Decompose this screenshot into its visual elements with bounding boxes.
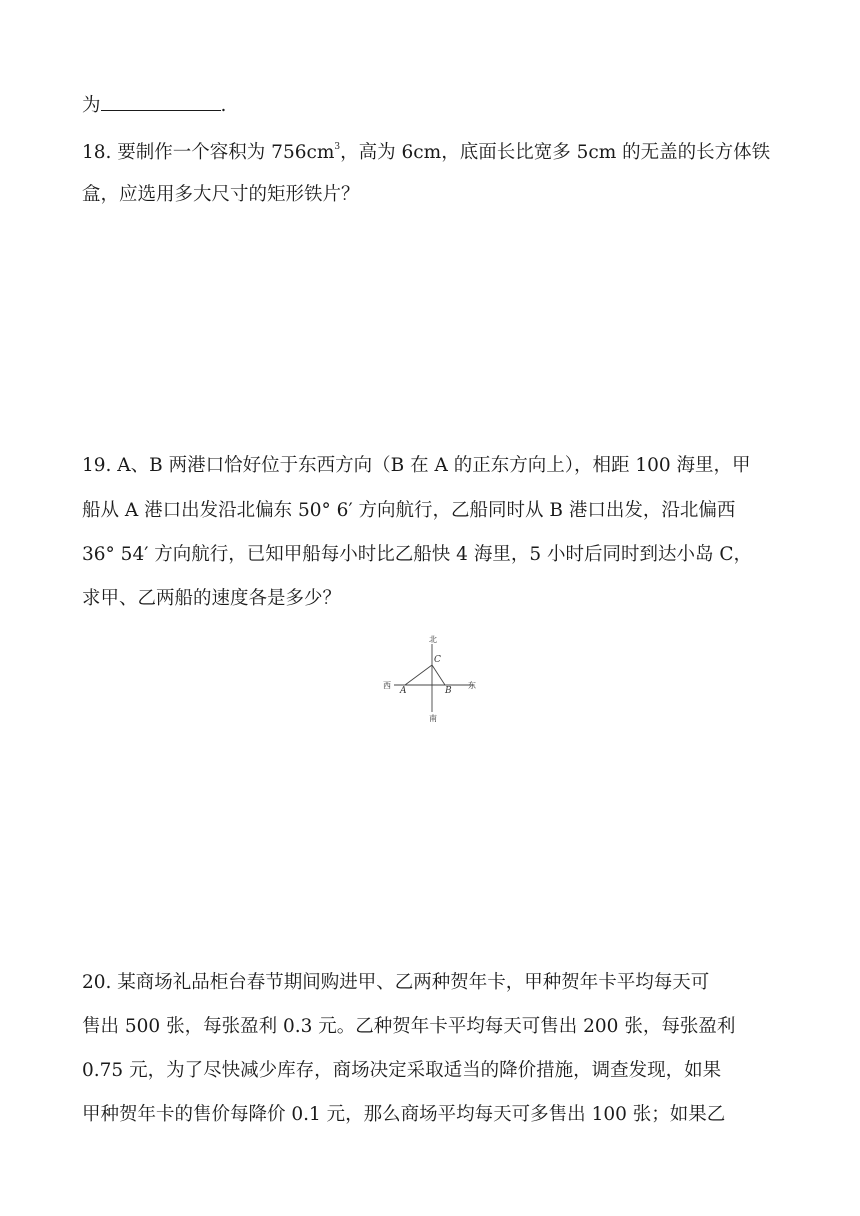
q17-answer-line: [82, 90, 226, 120]
west-label: 西: [383, 681, 391, 690]
line-cb: [432, 665, 445, 685]
east-label: 东: [468, 681, 476, 690]
q20-line-2: 售出 500 张，每张盈利 0.3 元。乙种贺年卡平均每天可售出 200 张，每张盈利: [82, 1016, 736, 1037]
q18-line-2: 盒，应选用多大尺寸的矩形铁片？: [82, 184, 360, 205]
q18-line-1: [82, 139, 770, 167]
q18-superscript: 3: [334, 142, 341, 152]
q18-text-b: ，高为 6cm，底面长比宽多 5cm 的无盖的长方体铁: [340, 142, 771, 163]
q19-line-1: 19. A、B 两港口恰好位于东西方向（B 在 A 的正东方向上），相距 100 海里，甲: [82, 455, 751, 476]
q17-suffix: .: [220, 95, 227, 116]
compass-diagram: [370, 630, 490, 730]
point-a-label: A: [400, 686, 407, 696]
line-ac: [405, 665, 432, 685]
q20-line-1: 20. 某商场礼品柜台春节期间购进甲、乙两种贺年卡，甲种贺年卡平均每天可: [82, 972, 710, 993]
q17-answer-blank[interactable]: [101, 90, 221, 111]
south-label: 南: [429, 714, 437, 723]
north-label: 北: [429, 635, 437, 644]
q20-line-4: 甲种贺年卡的售价每降价 0.1 元，那么商场平均每天可多售出 100 张；如果乙: [82, 1104, 726, 1125]
q19-line-4: 求甲、乙两船的速度各是多少？: [82, 588, 342, 609]
q20-line-3: 0.75 元，为了尽快减少库存，商场决定采取适当的降价措施，调查发现，如果: [82, 1060, 722, 1081]
point-c-label: C: [434, 655, 441, 665]
q19-line-3: 36° 54′ 方向航行，已知甲船每小时比乙船快 4 海里，5 小时后同时到达小岛 C，: [82, 544, 753, 565]
q17-prefix: 为: [82, 95, 101, 116]
point-b-label: B: [445, 686, 452, 696]
q19-line-2: 船从 A 港口出发沿北偏东 50° 6′ 方向航行，乙船同时从 B 港口出发，沿北偏西: [82, 500, 736, 521]
q18-text-a: 18. 要制作一个容积为 756cm: [82, 142, 335, 163]
